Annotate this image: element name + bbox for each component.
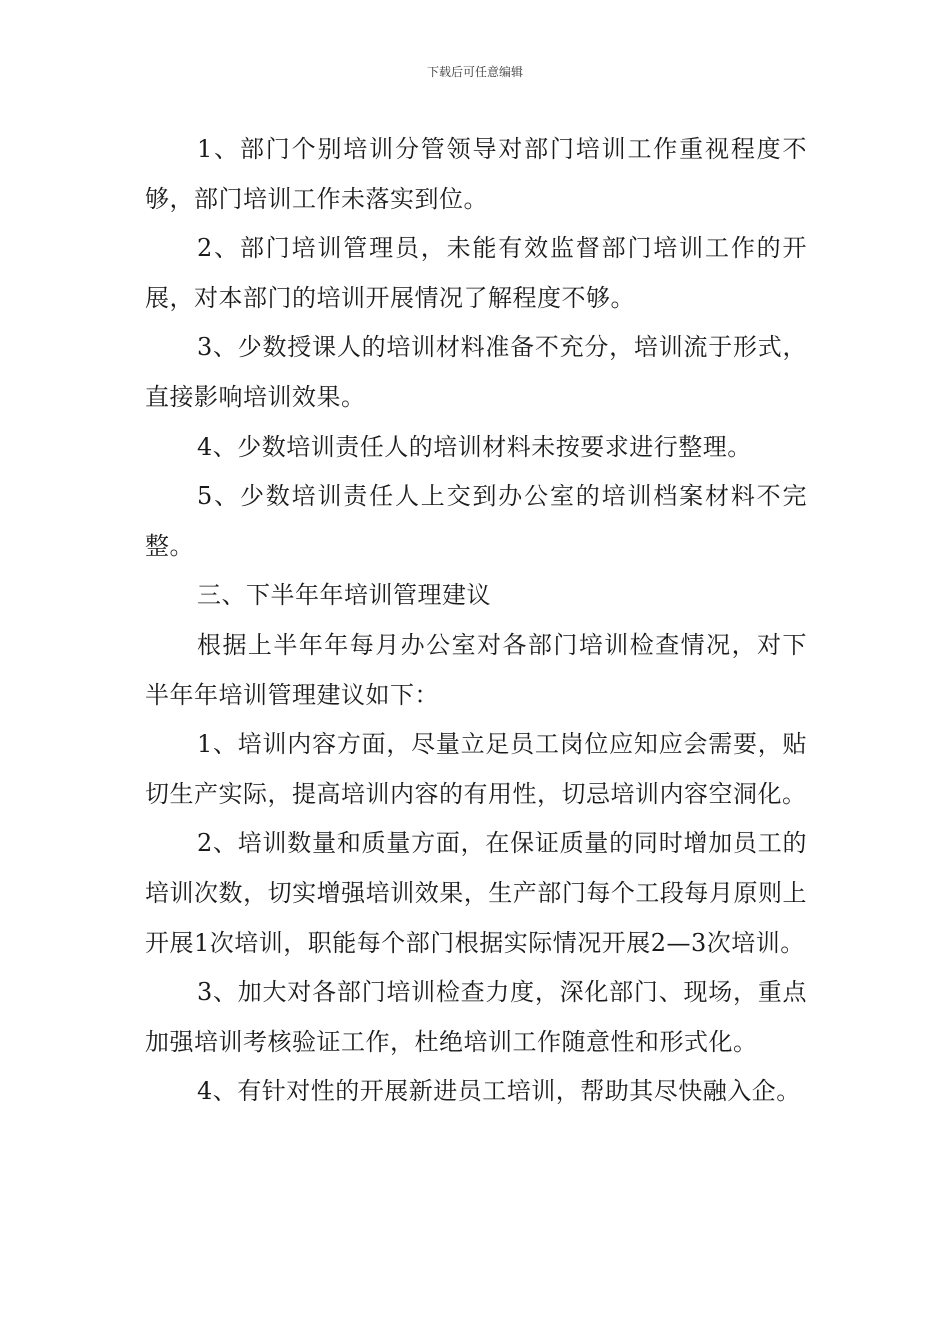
paragraph-suggestion-1: 1、培训内容方面，尽量立足员工岗位应知应会需要，贴切生产实际，提高培训内容的有用性，切忌培训内容空洞化。 bbox=[145, 730, 807, 808]
paragraph-issue-2: 2、部门培训管理员，未能有效监督部门培训工作的开展，对本部门的培训开展情况了解程度不够。 bbox=[145, 234, 807, 312]
paragraph-suggestion-3: 3、加大对各部门培训检查力度，深化部门、现场，重点加强培训考核验证工作，杜绝培训工作随意性和形式化。 bbox=[145, 978, 807, 1056]
paragraph-suggestion-4: 4、有针对性的开展新进员工培训，帮助其尽快融入企。 bbox=[197, 1077, 801, 1106]
paragraph-issue-5: 5、少数培训责任人上交到办公室的培训档案材料不完整。 bbox=[145, 482, 807, 560]
paragraph-issue-1: 1、部门个别培训分管领导对部门培训工作重视程度不够，部门培训工作未落实到位。 bbox=[145, 135, 807, 213]
page-header: 下载后可任意编辑 bbox=[426, 65, 523, 79]
document-body bbox=[145, 125, 807, 1117]
paragraph-intro: 根据上半年年每月办公室对各部门培训检查情况，对下半年年培训管理建议如下： bbox=[145, 630, 807, 709]
paragraph-issue-4: 4、少数培训责任人的培训材料未按要求进行整理。 bbox=[197, 432, 752, 461]
paragraph-suggestion-2: 2、培训数量和质量方面，在保证质量的同时增加员工的培训次数，切实增强培训效果，生产部门每个工段每月原则上开展1次培训，职能每个部门根据实际情况开展2—3次培训。 bbox=[145, 829, 807, 957]
paragraph-issue-3: 3、少数授课人的培训材料准备不充分，培训流于形式，直接影响培训效果。 bbox=[145, 333, 807, 411]
section-heading: 三、下半年年培训管理建议 bbox=[197, 581, 491, 610]
